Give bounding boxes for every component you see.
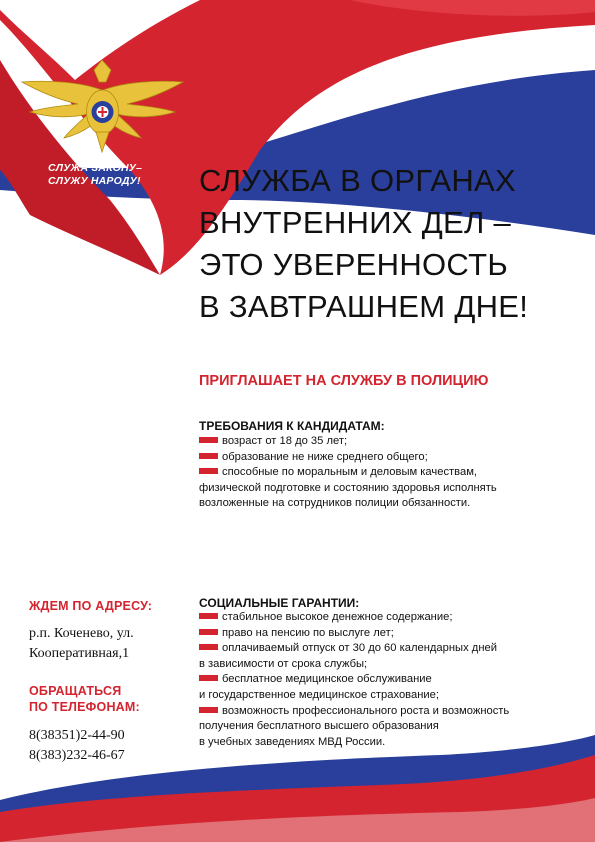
list-item: возраст от 18 до 35 лет; <box>199 434 497 450</box>
list-item: оплачиваемый отпуск от 30 до 60 календарных дней <box>199 641 509 657</box>
list-item-continuation: в зависимости от срока службы; <box>199 657 368 670</box>
list-item-continuation: в учебных заведениях МВД России. <box>199 735 386 748</box>
list-item-continuation: возложенные на сотрудников полиции обязанности. <box>199 497 471 510</box>
phones-list <box>29 726 125 766</box>
address-line-1: р.п. Коченево, ул. <box>29 626 134 641</box>
headline-line-1: СЛУЖБА В ОРГАНАХ <box>199 163 516 198</box>
bullet-marker <box>199 629 218 635</box>
headline-line-2: ВНУТРЕННИХ ДЕЛ – <box>199 205 512 240</box>
headline-line-3: ЭТО УВЕРЕННОСТЬ <box>199 247 508 282</box>
bullet-marker <box>199 707 218 713</box>
address-text <box>29 624 134 664</box>
headline <box>199 160 579 328</box>
phone-number: 8(383)232-46-67 <box>29 748 125 763</box>
bullet-marker <box>199 437 218 443</box>
slogan <box>48 162 168 188</box>
list-item: способные по моральным и деловым качествам, <box>199 465 497 481</box>
list-item-continuation: получения бесплатного высшего образования <box>199 720 439 733</box>
list-item: право на пенсию по выслуге лет; <box>199 626 509 642</box>
list-item-continuation: физической подготовке и состоянию здоровья исполнять <box>199 481 497 494</box>
list-item: стабильное высокое денежное содержание; <box>199 610 509 626</box>
slogan-line-1: СЛУЖА ЗАКОНУ– <box>48 162 143 174</box>
requirements-list <box>199 434 497 512</box>
phones-title-line-2: ПО ТЕЛЕФОНАМ: <box>29 700 140 714</box>
police-emblem-icon <box>20 52 185 162</box>
list-item: образование не ниже среднего общего; <box>199 450 497 466</box>
list-item-continuation: и государственное медицинское страхование; <box>199 688 439 701</box>
bullet-marker <box>199 644 218 650</box>
bullet-marker <box>199 613 218 619</box>
bullet-marker <box>199 453 218 459</box>
invite-text: ПРИГЛАШАЕТ НА СЛУЖБУ В ПОЛИЦИЮ <box>199 373 489 389</box>
slogan-line-2: СЛУЖУ НАРОДУ! <box>48 175 141 187</box>
phones-title-line-1: ОБРАЩАТЬСЯ <box>29 684 122 698</box>
headline-line-4: В ЗАВТРАШНЕМ ДНЕ! <box>199 289 529 324</box>
guarantees-list <box>199 610 509 750</box>
guarantees-title: СОЦИАЛЬНЫЕ ГАРАНТИИ: <box>199 596 360 610</box>
list-item: возможность профессионального роста и возможность <box>199 704 509 720</box>
phones-title <box>29 683 140 715</box>
bullet-marker <box>199 675 218 681</box>
phone-number: 8(38351)2-44-90 <box>29 728 125 743</box>
requirements-title: ТРЕБОВАНИЯ К КАНДИДАТАМ: <box>199 419 385 433</box>
address-line-2: Кооперативная,1 <box>29 646 130 661</box>
address-title: ЖДЕМ ПО АДРЕСУ: <box>29 599 153 613</box>
list-item: бесплатное медицинское обслуживание <box>199 672 509 688</box>
bullet-marker <box>199 468 218 474</box>
